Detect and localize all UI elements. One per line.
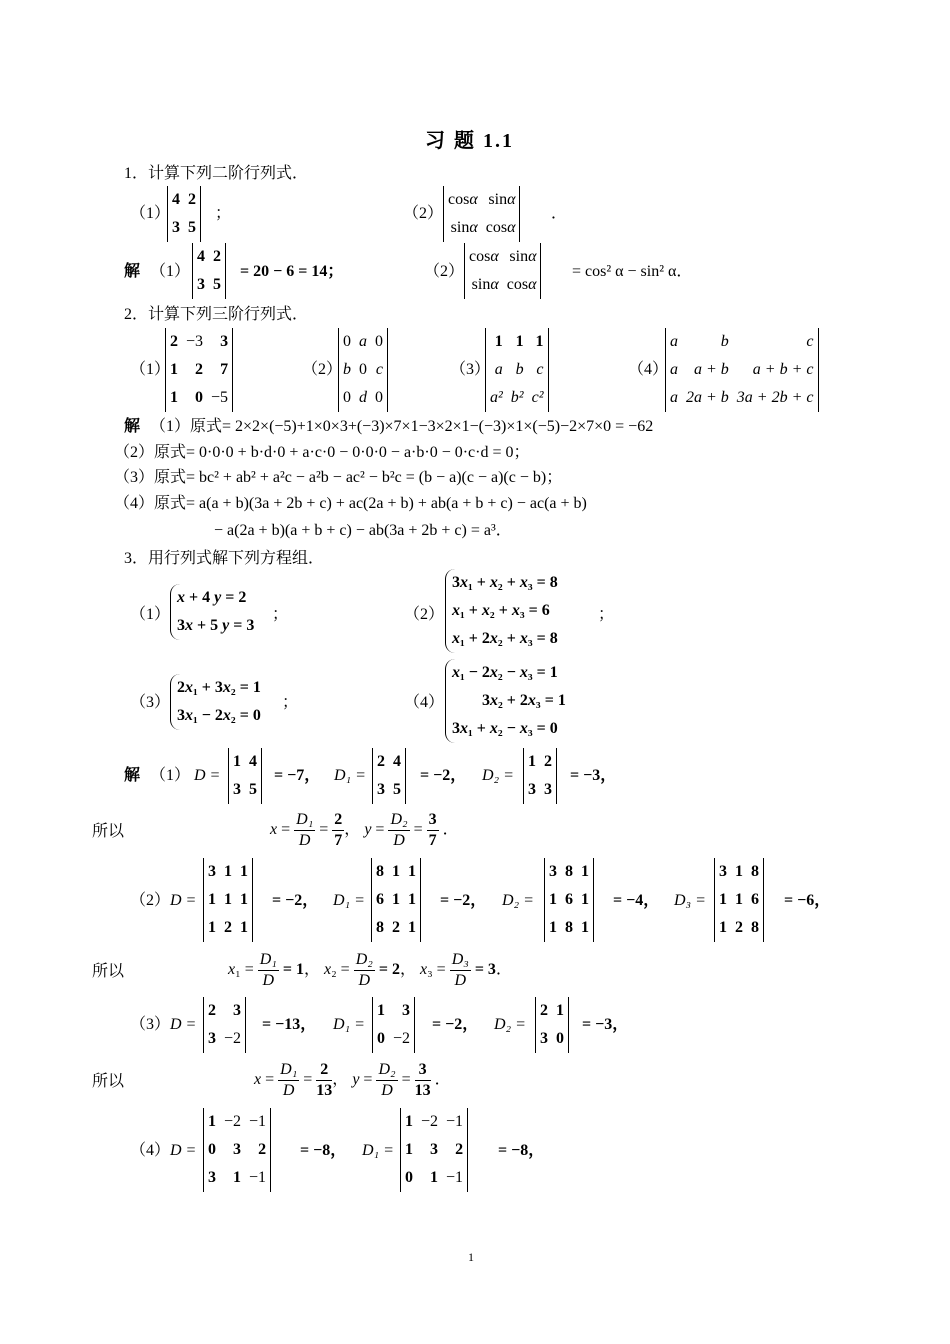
- q2-label-3: （3）: [450, 361, 491, 378]
- s3-2-det-D1: 8 1 1 6 1 1 8 2 1: [371, 858, 421, 942]
- q3-system-4: x₁ − 2x₂ − x₃ = 1 3x₂ + 2x₃ = 1 3x₁ + x₂ − x₃ = 0: [445, 659, 566, 743]
- s3-2-det-D2: 3 8 1 1 6 1 1 8 1: [544, 858, 594, 942]
- s3-4-det-D1: 1 −2 −1 1 3 2 0 1 −1: [400, 1108, 468, 1192]
- s3-det-D2: 1 2 3 3: [523, 748, 557, 804]
- s3-4-d: D =: [170, 1142, 197, 1159]
- s3-2-det-D3: 3 1 8 1 1 6 1 2 8: [714, 858, 764, 942]
- s3-3-d2: D₂ =: [494, 1016, 526, 1033]
- page-title: 习 题 1.1: [425, 130, 514, 152]
- s1-label-2: （2）: [424, 263, 465, 280]
- q2-det-2: 0 a 0 b 0 c 0 d 0: [338, 328, 388, 412]
- therefore-3: 所以: [92, 1073, 125, 1090]
- s3-2-d3: D₃ =: [674, 892, 706, 909]
- s3-det-D: 1 4 3 5: [228, 748, 262, 804]
- page-number: 1: [468, 1250, 474, 1264]
- q3-sep-3: ；: [282, 694, 299, 711]
- s3-3-det-D2: 2 1 3 0: [535, 997, 569, 1053]
- q3-sep-2: ；: [598, 606, 615, 623]
- s3-2-d1: D₁ =: [333, 892, 365, 909]
- q3-sep-1: ；: [272, 606, 289, 623]
- q3-label-2: （2）: [404, 606, 445, 623]
- q2-label-2: （2）: [302, 361, 343, 378]
- s3-label-1: （1）: [150, 767, 191, 784]
- q3-system-3: 2x₁ + 3x₂ = 1 3x₁ − 2x₂ = 0: [170, 674, 261, 730]
- s3-label-3: （3）: [130, 1016, 171, 1033]
- therefore-2: 所以: [92, 963, 125, 980]
- q1-label-1: （1）: [130, 205, 171, 222]
- s1-result-2: = cos² α − sin² α．: [572, 263, 693, 280]
- solution-label-3: 解: [124, 767, 141, 784]
- q2-det-4: a b c a a + b a + b + c a 2a + b 3a + 2b + c: [665, 328, 819, 412]
- question-3-stem: 3．用行列式解下列方程组．: [124, 550, 325, 567]
- therefore-1: 所以: [92, 823, 125, 840]
- s3-2-d1-value: = −2，: [440, 892, 487, 909]
- q1-end: ．: [551, 205, 568, 222]
- solution-label: 解: [124, 263, 141, 280]
- s2-line-5: − a(2a + b)(a + b + c) − ab(3a + 2b + c) = a³．: [214, 522, 512, 539]
- s1-det-1: 4 2 3 5: [192, 243, 226, 299]
- s3-label-4: （4）: [130, 1142, 171, 1159]
- q3-system-1: x + 4 y = 2 3x + 5 y = 3: [170, 584, 254, 640]
- s2-line-1: 原式= 2×2×(−5)+1×0×3+(−3)×7×1−3×2×1−(−3)×1×(−5)−2×7×0 = −62: [190, 418, 654, 435]
- s3-2-d-value: = −2，: [272, 892, 319, 909]
- q2-label-4: （4）: [628, 361, 669, 378]
- s3-result-3: x = $\frac{\text{D₁}}{D}$ = $\frac{2}{13}$ ， y = $\frac{\text{D₂}}{D}$ = $\frac{3}{13}$ ．: [254, 1061, 451, 1099]
- s3-2-d3-value: = −6，: [784, 892, 831, 909]
- q2-label-1: （1）: [130, 361, 171, 378]
- s1-result-1: = 20 − 6 = 14；: [240, 263, 344, 280]
- s2-label-1: （1）: [150, 418, 191, 435]
- q3-label-1: （1）: [130, 606, 171, 623]
- q2-det-3: 1 1 1 a b c a² b² c²: [485, 328, 549, 412]
- s3-result-2: x₁ = $\frac{\text{D₁}}{D}$ = 1， x₂ = $\frac{\text{D₂}}{D}$ = 2， x₃ = $\frac{\text{D₃}}{D}$ = 3．: [228, 951, 512, 989]
- s3-d2-label: D₂ =: [482, 767, 514, 784]
- q1-det-1: 4 2 3 5: [167, 186, 201, 242]
- q3-label-4: （4）: [404, 694, 445, 711]
- q3-system-2: 3x₁ + x₂ + x₃ = 8 x₁ + x₂ + x₃ = 6 x₁ + 2x₂ + x₃ = 8: [445, 569, 558, 653]
- s3-result-1: x = $\frac{\text{D₁}}{D}$ = $\frac{2}{7}$ ， y = $\frac{\text{D₂}}{D}$ = $\frac{3}{7}$ ．: [270, 811, 459, 849]
- s3-3-d1-value: = −2，: [432, 1016, 479, 1033]
- s3-4-d1-value: = −8，: [498, 1142, 545, 1159]
- s3-2-d2-value: = −4，: [613, 892, 660, 909]
- s3-3-det-D: 2 3 3 −2: [203, 997, 246, 1053]
- s3-3-d: D =: [170, 1016, 197, 1033]
- s3-2-d2: D₂ =: [502, 892, 534, 909]
- s3-d1-value: = −2，: [420, 767, 467, 784]
- s3-4-d1: D₁ =: [362, 1142, 394, 1159]
- question-1-stem: 1．计算下列二阶行列式．: [124, 165, 309, 182]
- solution-label-2: 解: [124, 418, 141, 435]
- s3-2-d: D =: [170, 892, 197, 909]
- q1-sep: ；: [215, 205, 232, 222]
- s2-line-3: （3）原式= bc² + ab² + a²c − a²b − ac² − b²c = (b − a)(c − a)(c − b)；: [114, 469, 563, 486]
- q3-label-3: （3）: [130, 694, 171, 711]
- s1-det-2: cosα sinα sinα cosα: [464, 243, 541, 299]
- s1-label-1: （1）: [150, 263, 191, 280]
- s2-line-2: （2）原式= 0·0·0 + b·d·0 + a·c·0 − 0·0·0 − a·b·0 − 0·c·d = 0；: [114, 444, 530, 461]
- s3-d-label: D =: [194, 767, 221, 784]
- s3-3-d1: D₁ =: [333, 1016, 365, 1033]
- s3-3-d-value: = −13，: [262, 1016, 317, 1033]
- s3-d2-value: = −3，: [570, 767, 617, 784]
- q1-det-2: cosα sinα sinα cosα: [443, 186, 520, 242]
- s3-4-d-value: = −8，: [300, 1142, 347, 1159]
- s3-label-2: （2）: [130, 892, 171, 909]
- s2-line-4: （4）原式= a(a + b)(3a + 2b + c) + ac(2a + b) + ab(a + b + c) − ac(a + b): [114, 495, 587, 512]
- s3-2-det-D: 3 1 1 1 1 1 1 2 1: [203, 858, 253, 942]
- s3-3-det-D1: 1 3 0 −2: [372, 997, 415, 1053]
- q2-det-1: 2 −3 3 1 2 7 1 0 −5: [165, 328, 233, 412]
- q1-label-2: （2）: [403, 205, 444, 222]
- s3-d-value: = −7，: [274, 767, 321, 784]
- s3-det-D1: 2 4 3 5: [372, 748, 406, 804]
- question-2-stem: 2．计算下列三阶行列式．: [124, 306, 309, 323]
- s3-3-d2-value: = −3，: [582, 1016, 629, 1033]
- s3-4-det-D: 1 −2 −1 0 3 2 3 1 −1: [203, 1108, 271, 1192]
- s3-d1-label: D₁ =: [334, 767, 366, 784]
